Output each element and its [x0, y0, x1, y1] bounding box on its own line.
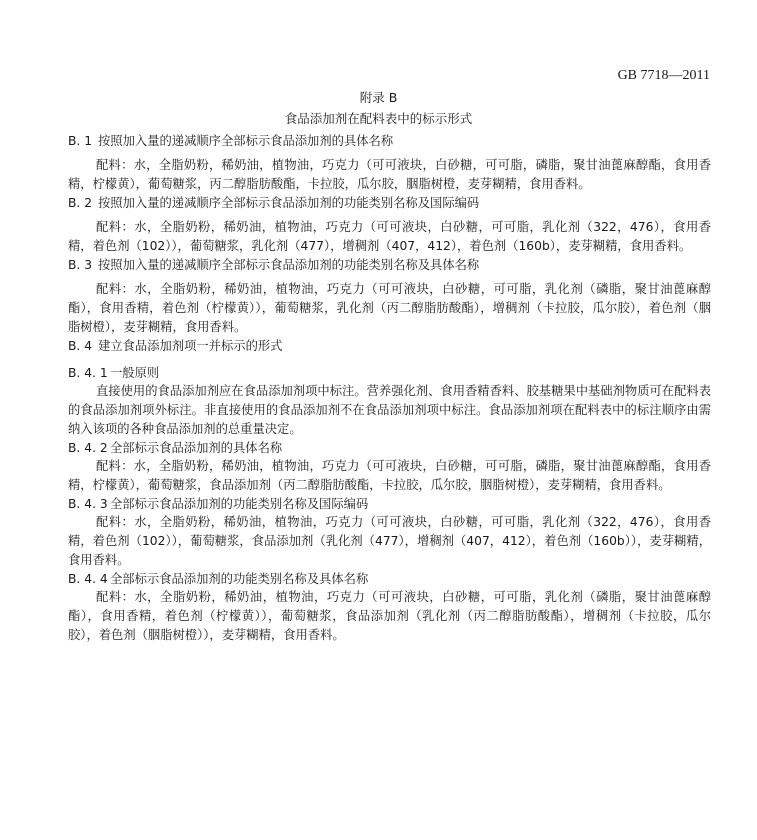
- section-number: B. 1: [68, 134, 93, 148]
- section-title: 全部标示食品添加剂的功能类别名称及国际编码: [110, 497, 369, 511]
- section-heading-b4-4: [68, 570, 711, 588]
- section-heading-b4-3: [68, 495, 711, 513]
- standard-code: GB 7718—2011: [617, 68, 710, 83]
- appendix-title: 食品添加剂在配料表中的标示形式: [284, 111, 473, 126]
- document-body: [68, 132, 711, 645]
- section-heading-b3: [68, 256, 711, 274]
- appendix-label: 附录 B: [359, 90, 398, 105]
- section-number: B. 4. 1: [68, 366, 108, 380]
- section-heading-b4-1: [68, 364, 711, 382]
- section-paragraph-b2: 配料：水，全脂奶粉，稀奶油，植物油，巧克力（可可液块，白砂糖，可可脂，乳化剂（322，476），食用香精，着色剂（102）），葡萄糖浆，乳化剂（477），增稠剂（407，412），着色剂（160b），麦芽糊精，食用香料。: [68, 220, 711, 253]
- section-title: 建立食品添加剂项一并标示的形式: [98, 339, 283, 353]
- section-title: 全部标示食品添加剂的功能类别名称及具体名称: [110, 572, 369, 586]
- section-paragraph-b1: 配料：水，全脂奶粉，稀奶油，植物油，巧克力（可可液块，白砂糖，可可脂，磷脂，聚甘油蓖麻醇酯，食用香精，柠檬黄），葡萄糖浆，丙二醇脂肪酸酯，卡拉胶，瓜尔胶，胭脂树橙，麦芽糊精，食用香料。: [68, 158, 711, 191]
- section-title: 按照加入量的递减顺序全部标示食品添加剂的功能类别名称及国际编码: [98, 196, 480, 210]
- section-title: 一般原则: [110, 366, 160, 380]
- section-title: 全部标示食品添加剂的具体名称: [110, 441, 283, 455]
- section-paragraph-b3: 配料：水，全脂奶粉，稀奶油，植物油，巧克力（可可液块，白砂糖，可可脂，乳化剂（磷脂，聚甘油蓖麻醇酯），食用香精，着色剂（柠檬黄）），葡萄糖浆，乳化剂（丙二醇脂肪酸酯），增稠剂（卡拉胶，瓜尔胶），着色剂（胭脂树橙），麦芽糊精，食用香料。: [68, 282, 711, 334]
- section-heading-b1: [68, 132, 711, 150]
- section-number: B. 4: [68, 339, 93, 353]
- section-paragraph-b4-3: 配料：水，全脂奶粉，稀奶油，植物油，巧克力（可可液块，白砂糖，可可脂，乳化剂（322，476），食用香精，着色剂（102）），葡萄糖浆，食品添加剂（乳化剂（477），增稠剂（407，412），着色剂（160b）），麦芽糊精，食用香料。: [68, 515, 711, 567]
- section-number: B. 4. 2: [68, 441, 108, 455]
- section-number: B. 2: [68, 196, 93, 210]
- section-number: B. 3: [68, 258, 93, 272]
- section-paragraph-b4-2: 配料：水，全脂奶粉，稀奶油，植物油，巧克力（可可液块，白砂糖，可可脂，磷脂，聚甘油蓖麻醇酯，食用香精，柠檬黄），葡萄糖浆，食品添加剂（丙二醇脂肪酸酯，卡拉胶，瓜尔胶，胭脂树橙），麦芽糊精，食用香料。: [68, 459, 711, 492]
- section-title: 按照加入量的递减顺序全部标示食品添加剂的具体名称: [98, 134, 394, 148]
- section-paragraph-b4-1: 直接使用的食品添加剂应在食品添加剂项中标注。营养强化剂、食用香精香料、胶基糖果中基础剂物质可在配料表的食品添加剂项外标注。非直接使用的食品添加剂不在食品添加剂项中标注。食品添加剂项在配料表中的标注顺序由需纳入该项的各种食品添加剂的总重量决定。: [68, 384, 711, 436]
- section-title: 按照加入量的递减顺序全部标示食品添加剂的功能类别名称及具体名称: [98, 258, 480, 272]
- section-heading-b4: [68, 337, 711, 355]
- section-number: B. 4. 4: [68, 572, 108, 586]
- section-paragraph-b4-4: 配料：水，全脂奶粉，稀奶油，植物油，巧克力（可可液块，白砂糖，可可脂，乳化剂（磷脂，聚甘油蓖麻醇酯），食用香精，着色剂（柠檬黄）），葡萄糖浆，食品添加剂（乳化剂（丙二醇脂肪酸酯），增稠剂（卡拉胶，瓜尔胶），着色剂（胭脂树橙）），麦芽糊精，食用香料。: [68, 590, 711, 642]
- section-heading-b2: [68, 194, 711, 212]
- section-heading-b4-2: [68, 439, 711, 457]
- section-number: B. 4. 3: [68, 497, 108, 511]
